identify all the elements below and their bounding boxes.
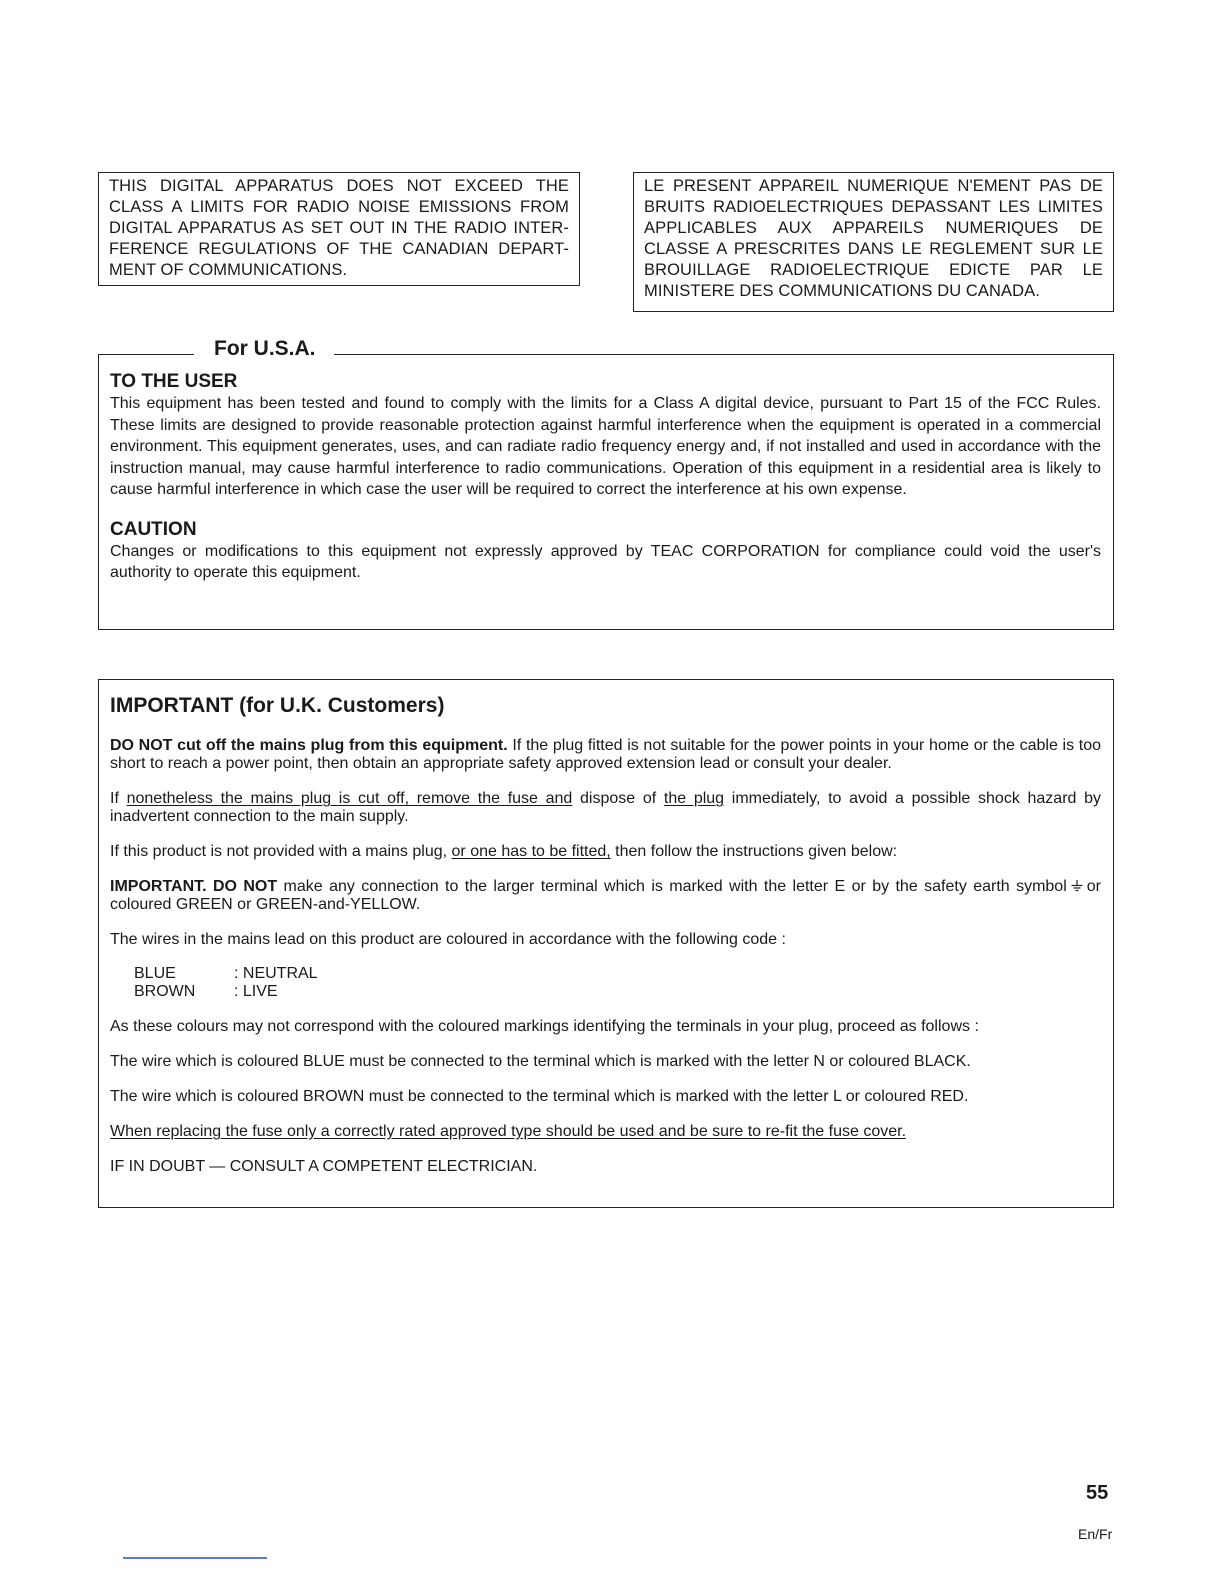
notice-line: DIGITAL APPARATUS AS SET OUT IN THE RADIO INTER- <box>109 219 569 237</box>
to-the-user-heading: TO THE USER <box>110 371 238 392</box>
wire-colour: BROWN <box>134 983 196 1000</box>
uk-content <box>110 694 1101 1193</box>
notice-line: FERENCE REGULATIONS OF THE CANADIAN DEPART- <box>109 240 569 258</box>
notice-line: BRUITS RADIOELECTRIQUES DEPASSANT LES LIMITES <box>644 198 1103 216</box>
earth-symbol-icon <box>1071 880 1083 892</box>
uk-paragraph-9: When replacing the fuse only a correctly rated approved type should be used and be sure to re-fit the fuse cover. <box>110 1123 907 1140</box>
usa-content <box>110 371 1101 584</box>
language-code: En/Fr <box>1078 1526 1113 1542</box>
uk-paragraph-10: IF IN DOUBT — CONSULT A COMPETENT ELECTRICIAN. <box>110 1158 538 1175</box>
caution-block <box>110 519 1101 584</box>
notice-line: CLASS A LIMITS FOR RADIO NOISE EMISSIONS FROM <box>109 198 569 216</box>
uk-paragraph-8: The wire which is coloured BROWN must be connected to the terminal which is marked with the letter L or coloured RED. <box>110 1088 969 1105</box>
scan-mark <box>123 1557 267 1559</box>
canada-notice-fr <box>633 172 1114 312</box>
wire-colour: BLUE <box>134 965 176 982</box>
uk-text: immediately, to avoid a possible shock hazard by inadvertent connection to the main supply. <box>110 790 1102 825</box>
notice-line: MINISTERE DES COMMUNICATIONS DU CANADA. <box>644 282 1040 300</box>
uk-paragraph-4 <box>110 878 1101 914</box>
uk-paragraph-6: As these colours may not correspond with the coloured markings identifying the terminals in your plug, proceed as follows : <box>110 1018 979 1035</box>
uk-text: then follow the instructions given below: <box>610 843 898 860</box>
uk-section-title: IMPORTANT (for U.K. Customers) <box>110 694 445 717</box>
underlined-text: nonetheless the mains plug is cut off, remove the fuse and <box>126 790 573 807</box>
wire-meaning: : NEUTRAL <box>234 965 318 982</box>
uk-text: or coloured GREEN or GREEN-and-YELLOW. <box>110 878 1101 913</box>
caution-heading: CAUTION <box>110 518 197 540</box>
uk-section <box>98 679 1114 1208</box>
uk-text: dispose of <box>572 790 664 807</box>
notice-line: CLASSE A PRESCRITES DANS LE REGLEMENT SUR LE <box>644 240 1103 258</box>
notice-line: MENT OF COMMUNICATIONS. <box>109 261 348 279</box>
usa-section <box>98 354 1114 630</box>
canada-notice-en <box>98 172 580 286</box>
notice-line: APPLICABLES AUX APPAREILS NUMERIQUES DE <box>644 219 1103 237</box>
uk-paragraph-2 <box>110 790 1101 826</box>
uk-text: If <box>110 790 127 807</box>
uk-text: If the plug fitted is not suitable for the power points in your home or the cable is too short to reach a power point, then obtain an appropriate safety approved extension lead or consult your dealer. <box>110 737 1102 772</box>
canada-notice-en-text <box>99 173 579 281</box>
uk-paragraph-1 <box>110 737 1101 773</box>
notice-line: THIS DIGITAL APPARATUS DOES NOT EXCEED THE <box>109 177 569 195</box>
wire-colour-code <box>134 965 1101 1001</box>
to-the-user-text: This equipment has been tested and found to comply with the limits for a Class A digital device, pursuant to Part 15 of the FCC Rules. These limits are designed to provide reasonable protection against harmful interference when the equipment is operated in a commercial environment. This equipment generates, uses, and can radiate radio frequency energy and, if not installed and used in accordance with the instruction manual, may cause harmful interference to radio communications. Operation of this equipment in a residential area is likely to cause harmful interference in which case the user will be required to correct the interference at his own expense. <box>110 395 1101 498</box>
uk-text: If this product is not provided with a mains plug, <box>110 843 452 860</box>
underlined-text: or one has to be fitted, <box>451 843 611 860</box>
caution-text: Changes or modifications to this equipment not expressly approved by TEAC CORPORATION for compliance could void the user's authority to operate this equipment. <box>110 542 1101 581</box>
do-not-cut-warning: DO NOT cut off the mains plug from this equipment. <box>110 737 508 754</box>
uk-paragraph-7: The wire which is coloured BLUE must be connected to the terminal which is marked with the letter N or coloured BLACK. <box>110 1053 971 1070</box>
usa-section-title: For U.S.A. <box>214 337 316 360</box>
wire-meaning: : LIVE <box>234 983 278 1000</box>
notice-line: BROUILLAGE RADIOELECTRIQUE EDICTE PAR LE <box>644 261 1103 279</box>
code-row <box>134 965 1101 983</box>
uk-paragraph-3 <box>110 843 1101 861</box>
canada-notice-fr-text <box>634 173 1113 302</box>
uk-text: make any connection to the larger terminal which is marked with the letter E or by the safety earth symbol <box>277 878 1067 895</box>
important-do-not: IMPORTANT. DO NOT <box>110 878 278 895</box>
code-row <box>134 983 1101 1001</box>
page-number: 55 <box>1086 1482 1109 1504</box>
notice-line: LE PRESENT APPAREIL NUMERIQUE N'EMENT PAS DE <box>644 177 1103 195</box>
uk-paragraph-5: The wires in the mains lead on this product are coloured in accordance with the following code : <box>110 931 786 948</box>
underlined-text: the plug <box>663 790 725 807</box>
